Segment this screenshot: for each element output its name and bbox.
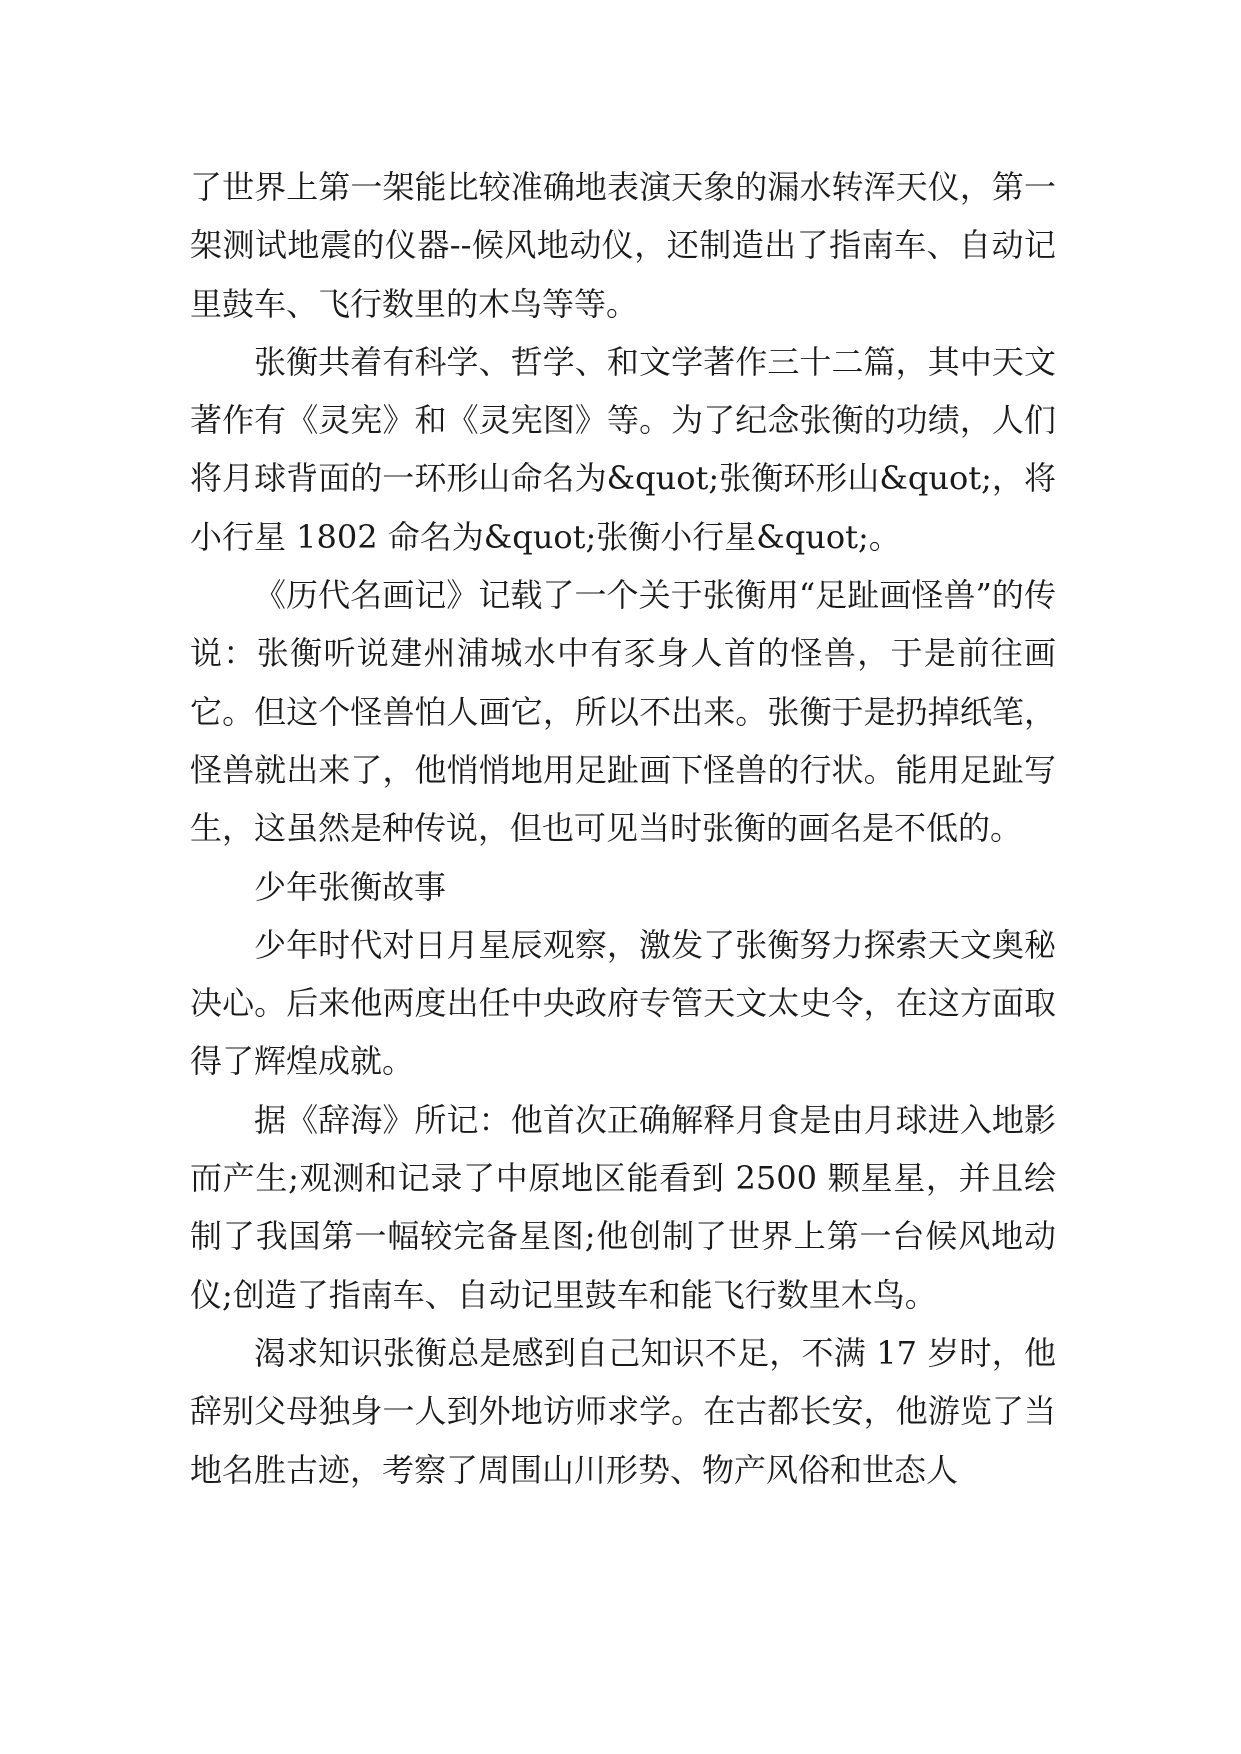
paragraph-4: 少年时代对日月星辰观察，激发了张衡努力探索天文奥秘决心。后来他两度出任中央政府专管天文太史令，在这方面取得了辉煌成就。 xyxy=(190,925,1056,1081)
paragraph-5: 据《辞海》所记：他首次正确解释月食是由月球进入地影而产生;观测和记录了中原地区能看到 2500 颗星星，并且绘制了我国第一幅较完备星图;他创制了世界上第一台候风地动仪;创造了指南车、自动记里鼓车和能飞行数里木鸟。 xyxy=(190,1100,1056,1314)
paragraph-3: 《历代名画记》记载了一个关于张衡用“足趾画怪兽”的传说：张衡听说建州浦城水中有豕身人首的怪兽，于是前往画它。但这个怪兽怕人画它，所以不出来。张衡于是扔掉纸笔，怪兽就出来了，他悄悄地用足趾画下怪兽的行状。能用足趾写生，这虽然是种传说，但也可见当时张衡的画名是不低的。 xyxy=(190,576,1056,848)
section-heading: 少年张衡故事 xyxy=(254,867,447,906)
paragraph-1: 了世界上第一架能比较准确地表演天象的漏水转浑天仪，第一架测试地震的仪器--候风地动仪，还制造出了指南车、自动记里鼓车、飞行数里的木鸟等等。 xyxy=(190,168,1056,323)
paragraph-6: 渴求知识张衡总是感到自己知识不足，不满 17 岁时，他辞别父母独身一人到外地访师求学。在古都长安，他游览了当地名胜古迹，考察了周围山川形势、物产风俗和世态人 xyxy=(190,1333,1056,1489)
document-body xyxy=(190,158,1056,1499)
paragraph-2: 张衡共着有科学、哲学、和文学著作三十二篇，其中天文著作有《灵宪》和《灵宪图》等。为了纪念张衡的功绩，人们将月球背面的一环形山命名为&quot;张衡环形山&quot;，将小行星 1802 命名为&quot;张衡小行星&quot;。 xyxy=(190,342,1056,556)
